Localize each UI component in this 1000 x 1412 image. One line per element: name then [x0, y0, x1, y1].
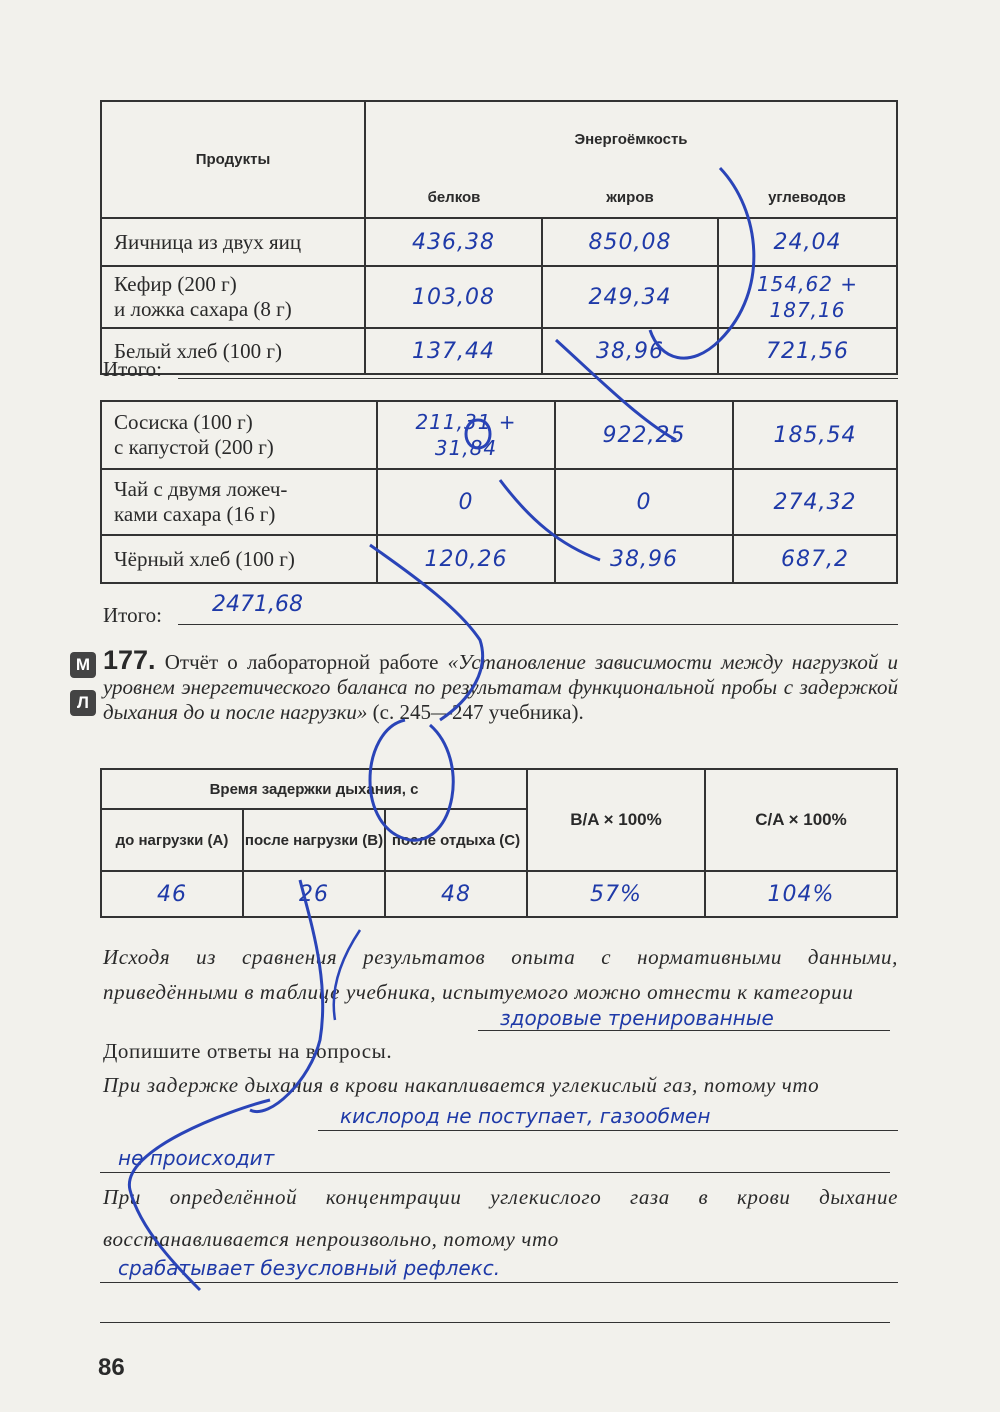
table-row	[101, 535, 897, 583]
product-name	[101, 266, 365, 328]
answer-line-category[interactable]	[478, 1030, 890, 1031]
proteins-value: 0	[377, 469, 555, 535]
header-products: Продукты	[101, 101, 365, 218]
product-name	[101, 469, 377, 535]
total-answer-2: 2471,68	[212, 592, 303, 617]
fats-value: 850,08	[542, 218, 718, 266]
fats-value: 0	[555, 469, 733, 535]
carbs-value: 274,32	[733, 469, 897, 535]
product-name	[101, 535, 377, 583]
product-name	[101, 401, 377, 469]
carbs-value: 687,2	[733, 535, 897, 583]
proteins-value: 103,08	[365, 266, 542, 328]
answer-line-reflex-2[interactable]	[100, 1322, 890, 1323]
paragraph-category: Исходя из сравнения результатов опыта с нормативными данными, приведёнными в таблице учебника, испытуемого можно отнести к категории	[103, 945, 898, 1004]
carbs-value: 721,56	[718, 328, 897, 374]
value-b: 26	[243, 871, 385, 917]
table-row	[101, 871, 897, 917]
header-proteins: белков	[365, 177, 542, 218]
task-intro: Отчёт о лабораторной работе	[164, 650, 439, 674]
product-line: и ложка сахара (8 г)	[114, 297, 292, 321]
carbs-value	[718, 266, 897, 328]
table-row	[101, 401, 897, 469]
answer-co2-2: не происходит	[118, 1146, 275, 1170]
table-row	[101, 469, 897, 535]
product-line: Чай с двумя ложеч-	[114, 477, 288, 501]
badge-l: Л	[70, 690, 96, 716]
product-line: с капустой (200 г)	[114, 435, 274, 459]
product-line: Чёрный хлеб (100 г)	[114, 546, 295, 571]
energy-table-2	[100, 400, 898, 584]
page-number: 86	[98, 1354, 125, 1381]
fats-value: 38,96	[555, 535, 733, 583]
answer-co2-1: кислород не поступает, газообмен	[340, 1104, 711, 1128]
header-breath-hold: Время задержки дыхания, с	[101, 769, 527, 809]
header-ca: C/A × 100%	[705, 769, 897, 871]
answer-line-co2-1[interactable]	[318, 1130, 898, 1131]
total-label-1: Итого:	[103, 357, 162, 381]
header-after-rest: после отдыха (С)	[385, 809, 527, 871]
header-carbs: углеводов	[718, 177, 897, 218]
header-energy: Энергоёмкость	[365, 101, 897, 177]
badge-m: М	[70, 652, 96, 678]
task-number: 177.	[103, 645, 156, 675]
table-row	[101, 218, 897, 266]
value-ca: 104%	[705, 871, 897, 917]
value-ba: 57%	[527, 871, 705, 917]
proteins-part: 211,31 +	[415, 410, 517, 434]
proteins-value: 137,44	[365, 328, 542, 374]
task-177	[103, 645, 898, 725]
product-line: Белый хлеб (100 г)	[114, 338, 283, 363]
answer-category: здоровые тренированные	[500, 1006, 774, 1030]
answer-reflex: срабатывает безусловный рефлекс.	[118, 1256, 501, 1280]
product-name	[101, 218, 365, 266]
fats-value: 922,25	[555, 401, 733, 469]
instruction: Допишите ответы на вопросы.	[103, 1039, 393, 1063]
product-line: ками сахара (16 г)	[114, 502, 276, 526]
product-line: Сосиска (100 г)	[114, 410, 253, 434]
task-title: «Установление зависимости между нагрузкой и уровнем энергетического баланса по результатам функциональной пробы с задержкой дыхания до и после нагрузки»	[103, 650, 898, 724]
total-line-2[interactable]	[178, 624, 898, 625]
product-line: Кефир (200 г)	[114, 272, 237, 296]
header-before-load: до нагрузки (А)	[101, 809, 243, 871]
answer-line-reflex-1[interactable]	[100, 1282, 898, 1283]
proteins-value	[377, 401, 555, 469]
total-label-2: Итого:	[103, 603, 162, 627]
carbs-part: 154,62 +	[756, 272, 859, 296]
value-a: 46	[101, 871, 243, 917]
value-c: 48	[385, 871, 527, 917]
table-row	[101, 266, 897, 328]
answer-line-co2-2[interactable]	[100, 1172, 890, 1173]
header-ba: B/A × 100%	[527, 769, 705, 871]
carbs-value: 185,54	[733, 401, 897, 469]
breath-hold-table	[100, 768, 898, 918]
product-line: Яичница из двух яиц	[114, 229, 302, 254]
header-fats: жиров	[542, 177, 718, 218]
proteins-value: 436,38	[365, 218, 542, 266]
header-after-load: после нагрузки (В)	[243, 809, 385, 871]
paragraph-reflex: При определённой концентрации углекислого газа в крови дыхание восстанавливается непроизвольно, потому что	[103, 1185, 898, 1251]
task-ref: (с. 245—247 учебника).	[372, 700, 584, 724]
carbs-part: 187,16	[769, 298, 846, 322]
total-line-1[interactable]	[178, 378, 898, 379]
fats-value: 249,34	[542, 266, 718, 328]
proteins-value: 120,26	[377, 535, 555, 583]
fats-value: 38,96	[542, 328, 718, 374]
energy-table-1	[100, 100, 898, 375]
carbs-value: 24,04	[718, 218, 897, 266]
proteins-part: 31,84	[434, 436, 498, 460]
paragraph-co2: При задержке дыхания в крови накапливается углекислый газ, потому что	[103, 1073, 820, 1097]
table-row	[101, 328, 897, 374]
